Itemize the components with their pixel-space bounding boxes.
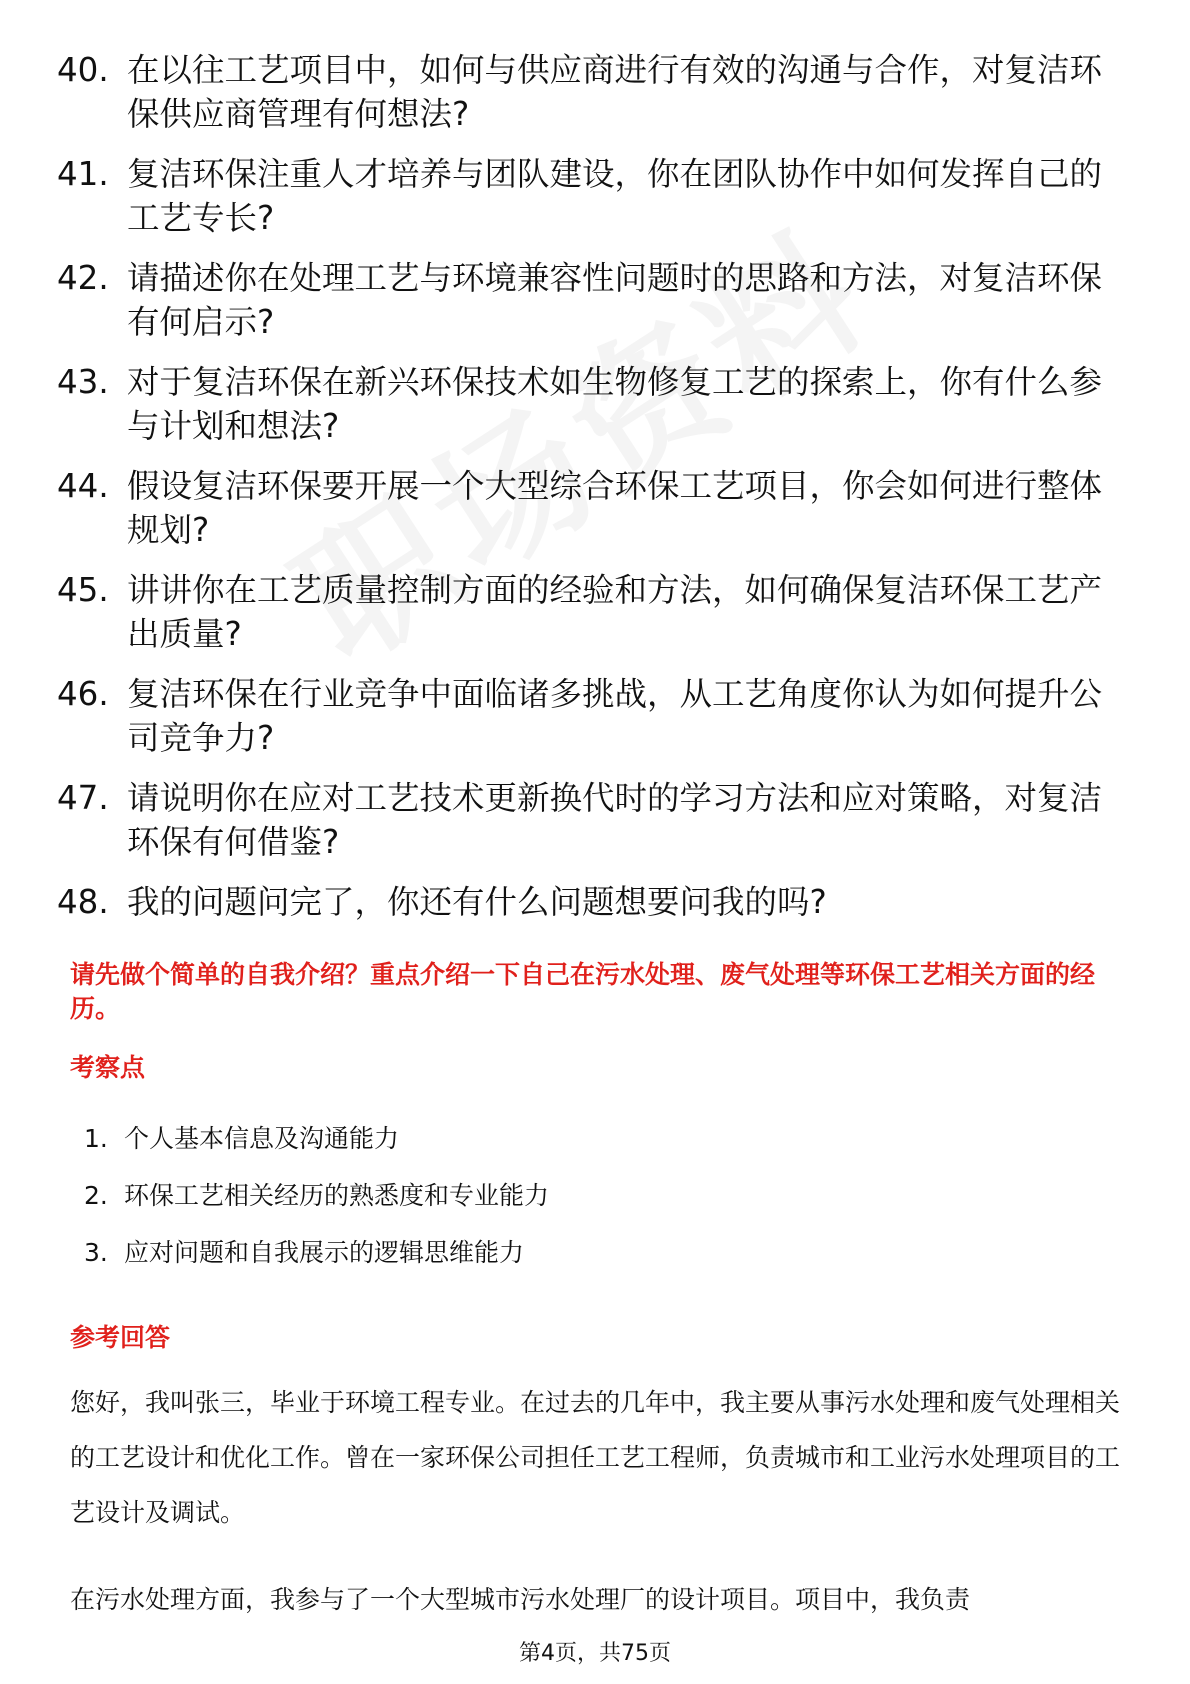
answer-paragraph: 在污水处理方面，我参与了一个大型城市污水处理厂的设计项目。项目中，我负责 [70, 1585, 971, 1614]
question-text: 我的问题问完了，你还有什么问题想要问我的吗? [127, 883, 827, 921]
question-item [57, 360, 1137, 448]
question-number: 45. [57, 571, 109, 609]
question-list [57, 48, 1137, 940]
question-item [57, 880, 1137, 924]
focus-point-text: 个人基本信息及沟通能力 [124, 1124, 400, 1153]
question-item [57, 464, 1137, 552]
question-item [57, 48, 1137, 136]
answer-paragraph: 您好，我叫张三，毕业于环境工程专业。在过去的几年中，我主要从事污水处理和废气处理相关的工艺设计和优化工作。曾在一家环保公司担任工艺工程师，负责城市和工业污水处理项目的工艺设计及调试。 [70, 1388, 1121, 1527]
question-number: 42. [57, 259, 109, 297]
focus-point [84, 1122, 1084, 1156]
focus-heading: 考察点 [70, 1053, 146, 1082]
question-item [57, 776, 1137, 864]
answer-heading: 参考回答 [70, 1323, 171, 1352]
question-text: 请描述你在处理工艺与环境兼容性问题时的思路和方法，对复洁环保有何启示? [127, 259, 1103, 341]
focus-point [84, 1179, 1084, 1213]
question-text: 复洁环保在行业竞争中面临诸多挑战，从工艺角度你认为如何提升公司竞争力? [127, 675, 1103, 757]
focus-point-number: 3. [84, 1238, 108, 1267]
question-text: 复洁环保注重人才培养与团队建设，你在团队协作中如何发挥自己的工艺专长? [127, 155, 1103, 237]
question-text: 对于复洁环保在新兴环保技术如生物修复工艺的探索上，你有什么参与计划和想法? [127, 363, 1103, 445]
question-number: 46. [57, 675, 109, 713]
question-number: 40. [57, 51, 109, 89]
question-number: 41. [57, 155, 109, 193]
question-item [57, 256, 1137, 344]
featured-question: 请先做个简单的自我介绍？重点介绍一下自己在污水处理、废气处理等环保工艺相关方面的经历。 [70, 960, 1096, 1023]
focus-point-number: 1. [84, 1124, 108, 1153]
focus-point-text: 环保工艺相关经历的熟悉度和专业能力 [124, 1181, 550, 1210]
question-number: 47. [57, 779, 109, 817]
question-text: 在以往工艺项目中，如何与供应商进行有效的沟通与合作，对复洁环保供应商管理有何想法? [127, 51, 1103, 133]
question-text: 请说明你在应对工艺技术更新换代时的学习方法和应对策略，对复洁环保有何借鉴? [127, 779, 1103, 861]
focus-point-number: 2. [84, 1181, 108, 1210]
focus-point-text: 应对问题和自我展示的逻辑思维能力 [124, 1238, 525, 1267]
question-item [57, 672, 1137, 760]
question-number: 48. [57, 883, 109, 921]
question-item [57, 568, 1137, 656]
focus-point-list [84, 1122, 1084, 1293]
question-number: 44. [57, 467, 109, 505]
page-footer: 第4页，共75页 [519, 1641, 671, 1666]
question-number: 43. [57, 363, 109, 401]
question-item [57, 152, 1137, 240]
question-text: 讲讲你在工艺质量控制方面的经验和方法，如何确保复洁环保工艺产出质量? [127, 571, 1103, 653]
focus-point [84, 1236, 1084, 1270]
question-text: 假设复洁环保要开展一个大型综合环保工艺项目，你会如何进行整体规划? [127, 467, 1103, 549]
